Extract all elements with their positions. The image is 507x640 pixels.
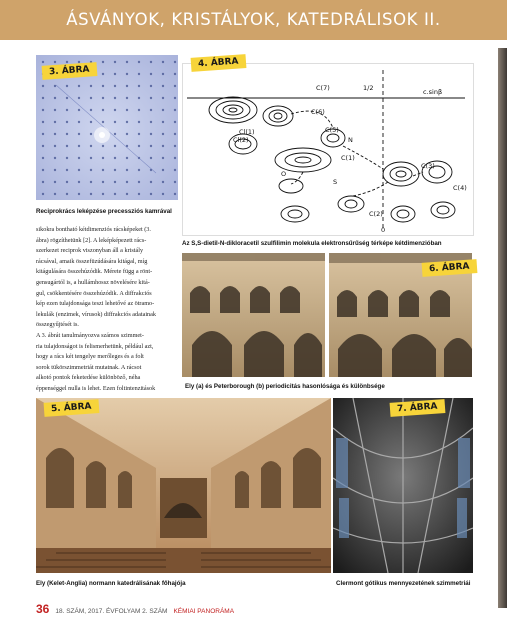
figure-3-tag: 3. ÁBRA [42,62,97,80]
map-label-zero: 0 [381,226,386,234]
magazine-brand: KÉMIAI PANORÁMA [173,608,235,615]
footer [36,602,234,616]
figure-5-image [36,398,331,573]
body-line: rácsával, amaik összefüzúdására kitágal, míg [36,257,148,265]
adjacent-page-edge [498,48,507,608]
figure-4-image [182,63,474,236]
body-line: ria tulajdonságot is felismerhetünk, például azt, [36,342,154,350]
figure-6-tag: 6. ÁBRA [422,259,477,277]
body-text [36,225,176,395]
body-line: összegyűjtését is. [36,321,79,329]
map-label-cl2: Cl(2) [233,136,249,144]
figure-7-image [333,398,473,573]
body-line: ábra) rögzíthetünk [2]. A leképképezett rács- [36,236,147,244]
body-line: lekulák (enzimek, vírusok) diffrakciós adatainak [36,310,156,318]
body-line: alkotó pontok feketedése különböző, néha [36,374,141,382]
map-label-c5: C(5) [325,126,339,134]
body-line: kitágulására összehúzódik. Mérete függ a rönt- [36,268,153,276]
body-line: kép ezen tulajdonsága teszi lehetővé az ötramo- [36,300,155,308]
map-label-c4: C(4) [453,184,467,192]
body-line: gul, csökkentésére összehúzódik. A diffrakciós [36,289,152,297]
map-label-c6: C(6) [311,108,325,116]
map-label-s: S [333,178,338,186]
issue-label: 18. SZÁM, 2017. ÉVFOLYAM 2. SZÁM [55,608,168,615]
map-label-half: 1/2 [363,84,374,92]
map-label-c3: C(3) [421,162,435,170]
page-title: ÁSVÁNYOK, KRISTÁLYOK, KATEDRÁLISOK II. [66,10,441,29]
map-label-csin: c.sinβ [423,88,443,96]
body-line: sorok tükörszimmetriát mutatnak. A rácsot [36,363,142,371]
figure-6-caption: Ely (a) és Peterborough (b) periodicitás hasonlósága és különbsége [185,383,385,390]
figure-5-caption: Ely (Kelet-Anglia) normann katedrálisának főhajója [36,580,186,587]
body-line: sikokra bontható kétdimenziós rácsképeket (3. [36,226,151,233]
map-label-n: N [348,136,353,144]
body-line: gensugártól is, a hullámhossz növelésére kitá- [36,278,150,286]
figure-4-caption: Az S,S-dietil-N-dikloracetil szulfilimin molekula elektronsűrűség térképe kétdimenzióban [182,240,442,247]
figure-5-tag: 5. ÁBRA [44,399,99,417]
map-label-c1: C(1) [341,154,355,162]
body-line: A 3. ábrát tanulmányozva számos szimmet- [36,331,144,339]
figure-7-tag: 7. ÁBRA [390,399,445,417]
figure-4-tag: 4. ÁBRA [191,54,246,72]
map-label-c7: C(7) [316,84,330,92]
figure-3-caption: Reciprokrács leképzése precessziós kamrával [36,208,172,215]
body-line: hogy a rács két tengelye merőleges és a folt [36,353,144,361]
body-line: éppenséggel nulla is lehet. Ezen foltintenzitások [36,384,156,392]
body-line: szerkezet reciprok viszonyban áll a kristály [36,247,144,255]
map-label-o: O [281,170,287,178]
map-label-cl1: Cl(1) [239,128,255,136]
page-number: 36 [36,602,50,616]
figure-7-caption: Clermont gótikus mennyezetének szimmetriái [336,580,471,587]
map-label-c2: C(2) [369,210,383,218]
